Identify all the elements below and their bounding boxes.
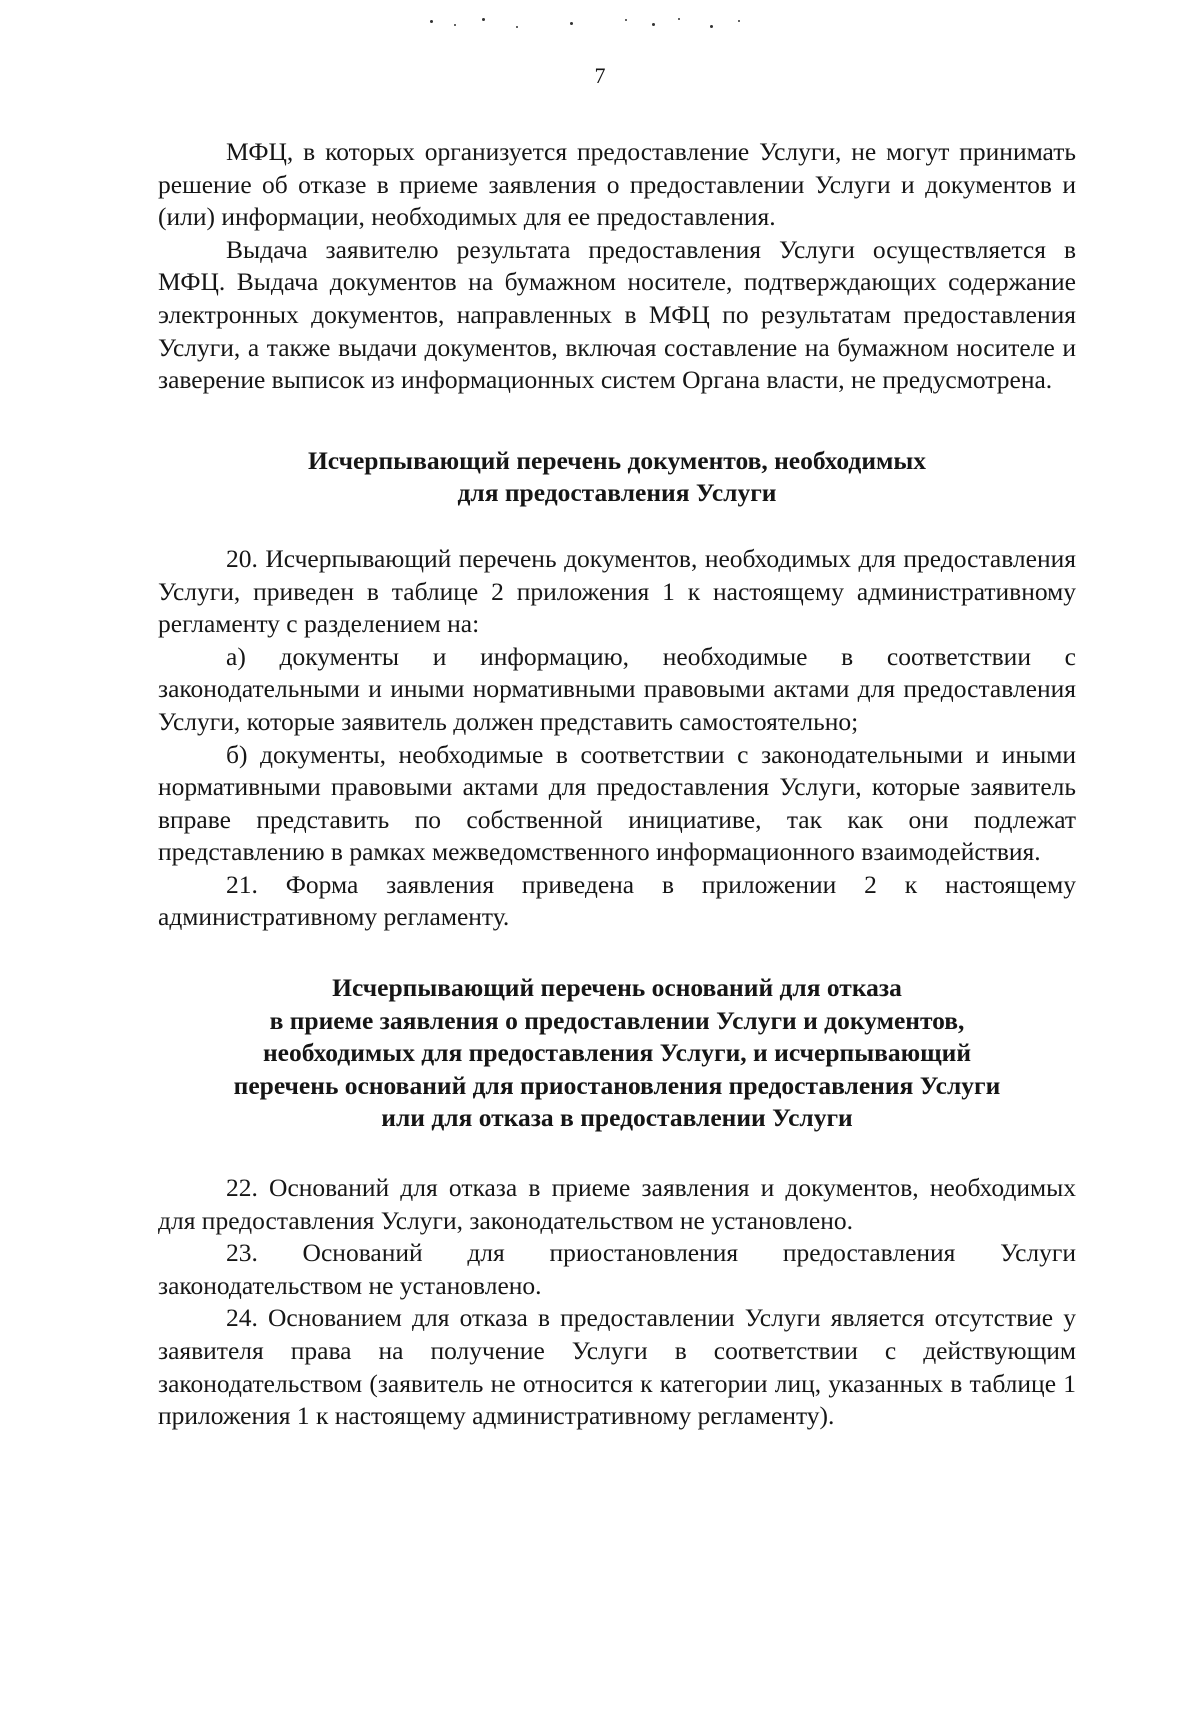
paragraph-mfc-refusal: МФЦ, в которых организуется предоставление Услуги, не могут принимать решение об отказе в приеме заявления о предоставлении Услуги и документов и (или) информации, необходимых для ее предоставления. — [158, 137, 1076, 232]
paragraph-21: 21. Форма заявления приведена в приложении 2 к настоящему административному регламенту. — [158, 869, 1076, 932]
paragraph-24: 24. Основанием для отказа в предоставлении Услуги является отсутствие у заявителя права на получение Услуги в соответствии с действующим законодательством (заявитель не относится к категории лиц, указанных в таблице 1 приложения 1 к настоящему административному регламенту). — [158, 1303, 1076, 1431]
section-heading-refusal-grounds — [158, 972, 1076, 1135]
heading-line: в приеме заявления о предоставлении Услуги и документов, — [269, 1005, 965, 1035]
scan-artifact — [420, 14, 780, 40]
paragraph-20: 20. Исчерпывающий перечень документов, необходимых для предоставления Услуги, приведен в таблице 2 приложения 1 к настоящему административному регламенту с разделением на: — [158, 543, 1076, 639]
document-body — [158, 136, 1076, 1433]
paragraph-22: 22. Оснований для отказа в приеме заявления и документов, необходимых для предоставления Услуги, законодательством не установлено. — [158, 1173, 1076, 1235]
heading-line: или для отказа в предоставлении Услуги — [381, 1103, 853, 1133]
heading-line: перечень оснований для приостановления предоставления Услуги — [233, 1070, 1001, 1100]
paragraph-20-a: а) документы и информацию, необходимые в соответствии с законодательными и иными нормативными правовыми актами для предоставления Услуги, которые заявитель должен представить самостоятельно; — [158, 641, 1076, 736]
heading-line: для предоставления Услуги — [457, 478, 777, 508]
paragraph-20-b: б) документы, необходимые в соответствии с законодательными и иными нормативными правовыми актами для предоставления Услуги, которые заявитель вправе представить по собственной инициативе, так как они подлежат представлению в рамках межведомственного информационного взаимодействия. — [158, 739, 1076, 867]
heading-line: необходимых для предоставления Услуги, и исчерпывающий — [262, 1038, 972, 1068]
section-heading-documents — [158, 445, 1076, 510]
heading-line: Исчерпывающий перечень документов, необходимых — [307, 445, 927, 475]
paragraph-result-issuance: Выдача заявителю результата предоставления Услуги осуществляется в МФЦ. Выдача документов на бумажном носителе, подтверждающих содержание электронных документов, направленных в МФЦ по результатам предоставления Услуги, а также выдачи документов, включая составление на бумажном носителе и заверение выписок из информационных систем Органа власти, не предусмотрена. — [158, 234, 1076, 395]
heading-line: Исчерпывающий перечень оснований для отказа — [332, 973, 902, 1003]
page-number: 7 — [594, 63, 606, 88]
paragraph-23: 23. Оснований для приостановления предоставления Услуги законодательством не установлено. — [158, 1238, 1076, 1300]
